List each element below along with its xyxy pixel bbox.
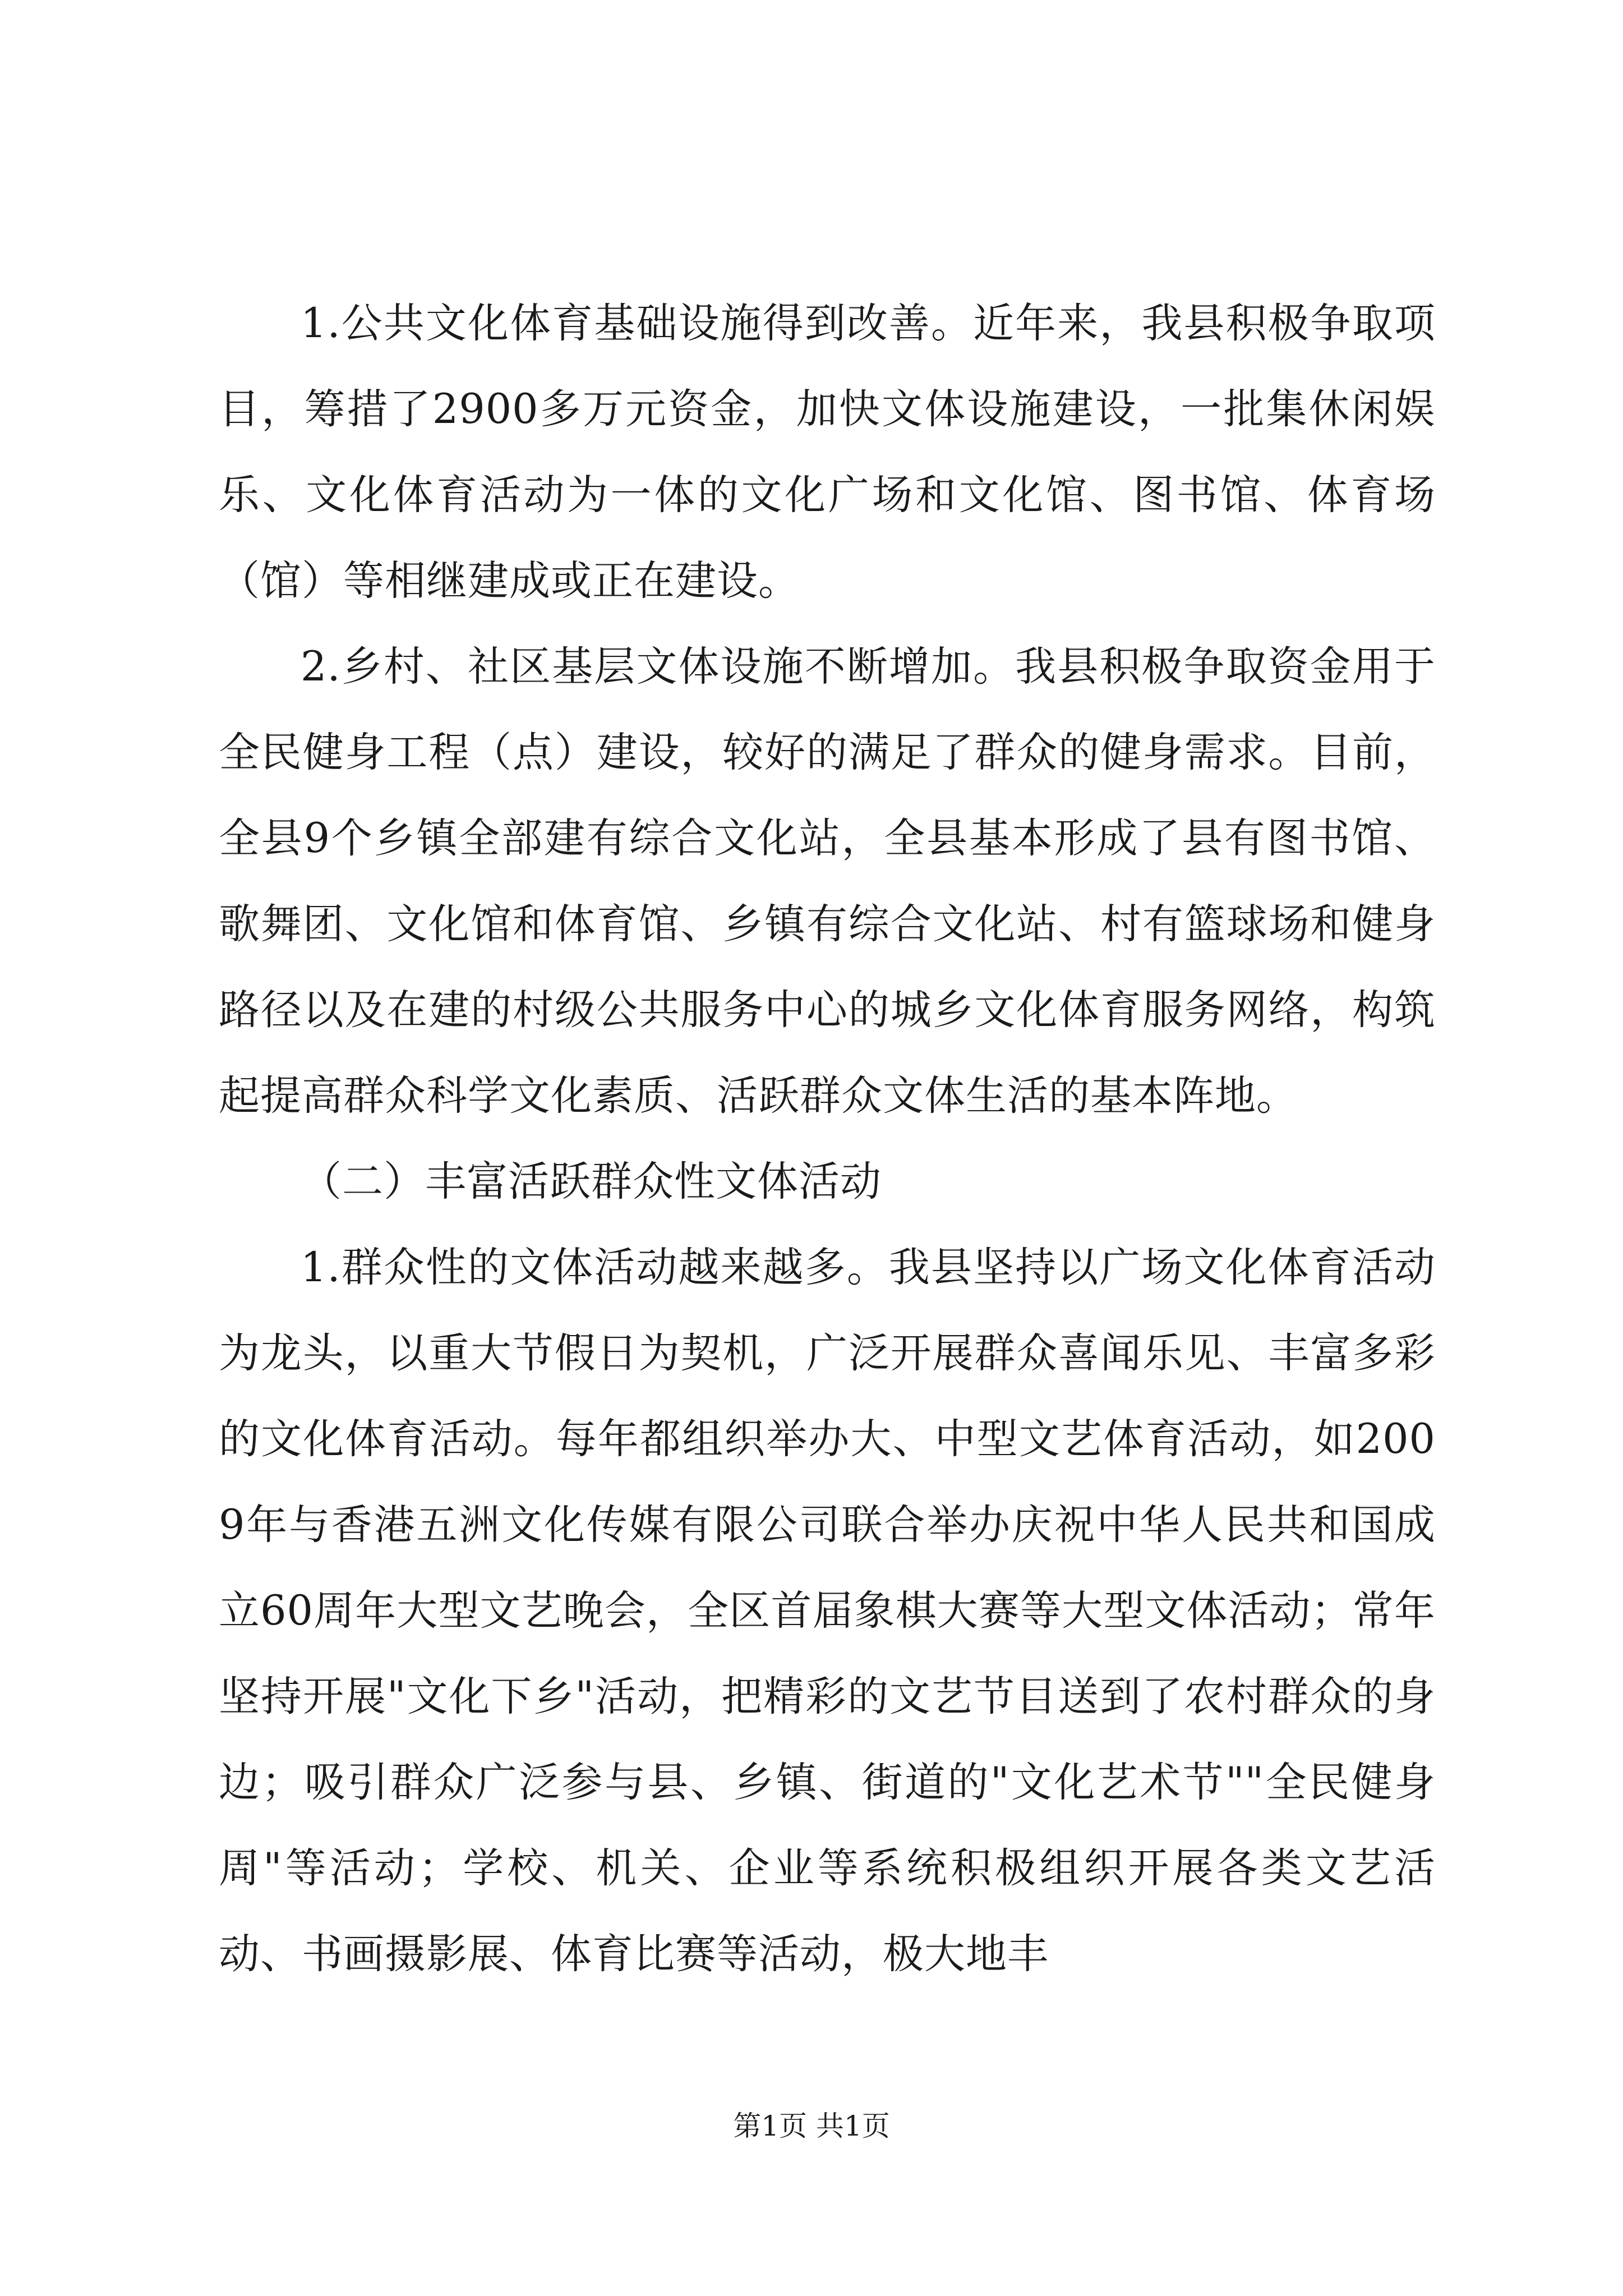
paragraph-grassroots-facilities: 2.乡村、社区基层文体设施不断增加。我县积极争取资金用于全民健身工程（点）建设，较好的满足了群众的健身需求。目前，全县9个乡镇全部建有综合文化站，全县基本形成了县有图书馆、歌舞团、文化馆和体育馆、乡镇有综合文化站、村有篮球场和健身路径以及在建的村级公共服务中心的城乡文化体育服务网络，构筑起提高群众科学文化素质、活跃群众文体生活的基本阵地。 bbox=[219, 643, 1436, 1120]
paragraph-mass-activities: 1.群众性的文体活动越来越多。我县坚持以广场文化体育活动为龙头，以重大节假日为契机，广泛开展群众喜闻乐见、丰富多彩的文化体育活动。每年都组织举办大、中型文艺体育活动，如2009年与香港五洲文化传媒有限公司联合举办庆祝中华人民共和国成立60周年大型文艺晚会，全区首届象棋大赛等大型文体活动；常年坚持开展"文化下乡"活动，把精彩的文艺节目送到了农村群众的身边；吸引群众广泛参与县、乡镇、街道的"文化艺术节""全民健身周"等活动；学校、机关、企业等系统积极组织开展各类文艺活动、书画摄影展、体育比赛等活动，极大地丰 bbox=[219, 1244, 1436, 1978]
paragraph-facilities-improved: 1.公共文化体育基础设施得到改善。近年来，我县积极争取项目，筹措了2900多万元资金，加快文体设施建设，一批集休闲娱乐、文化体育活动为一体的文化广场和文化馆、图书馆、体育场（馆）等相继建成或正在建设。 bbox=[219, 300, 1436, 605]
document-body bbox=[219, 280, 1436, 1997]
page-number-footer: 第1页 共1页 bbox=[733, 2110, 890, 2142]
section-heading-activities: （二）丰富活跃群众性文体活动 bbox=[301, 1158, 882, 1205]
